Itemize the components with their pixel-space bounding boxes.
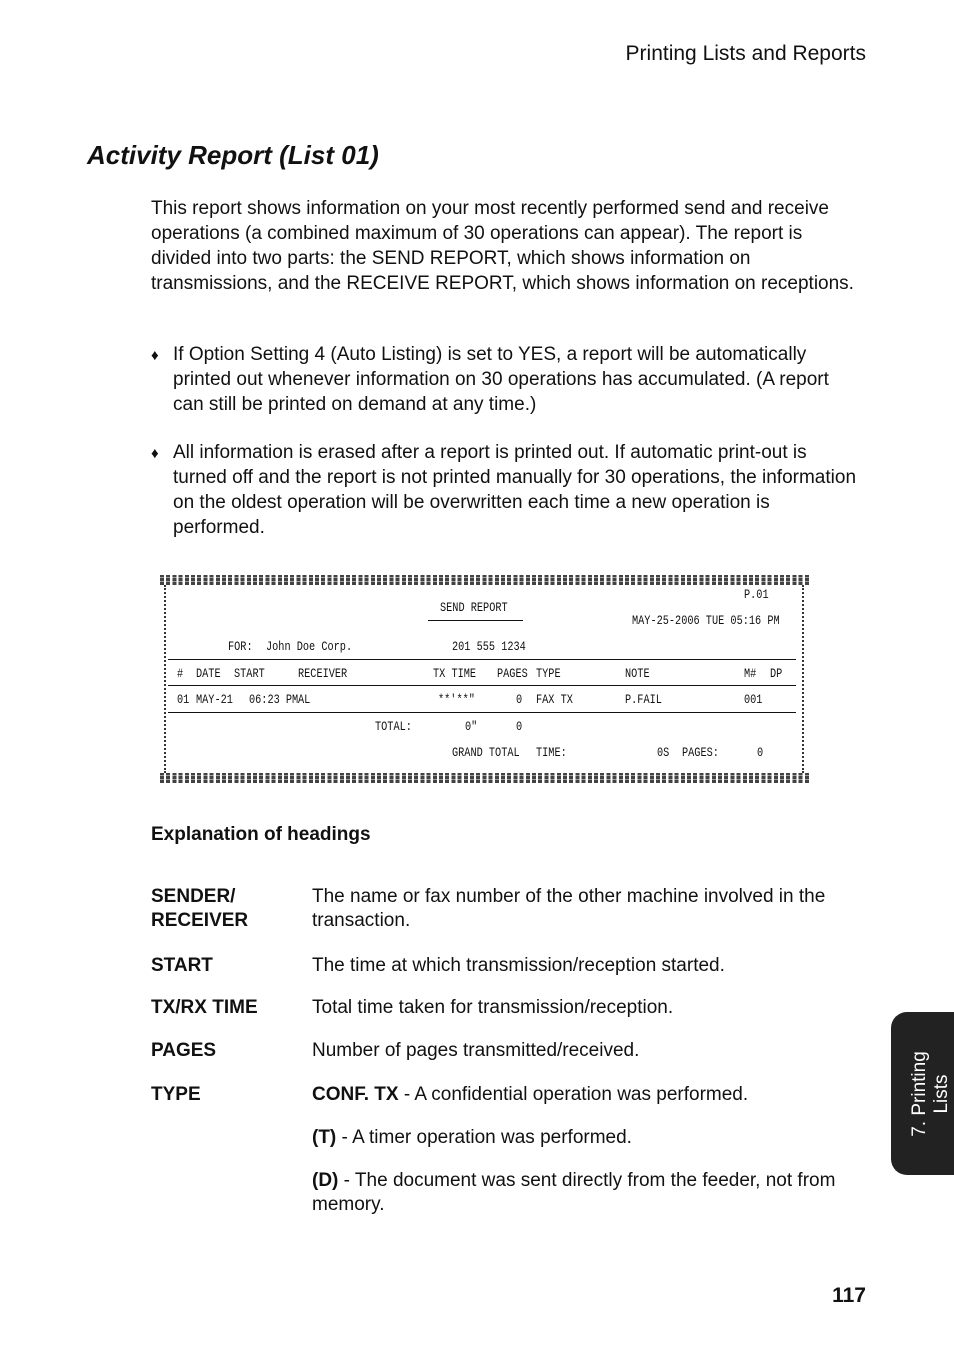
report-border-top (160, 575, 810, 585)
grand-time: 0S (657, 746, 670, 760)
col-num: # (177, 667, 184, 681)
bullet-item (151, 342, 863, 417)
col-type: TYPE (536, 667, 561, 681)
bullet-item (151, 440, 863, 540)
report-fax-number: 201 555 1234 (452, 640, 526, 654)
grand-total-label: GRAND TOTAL (452, 746, 520, 760)
report-rule (168, 685, 796, 686)
row-type: FAX TX (536, 693, 573, 707)
def-type-timer-text: - A timer operation was performed. (336, 1127, 632, 1148)
row-tx-time: **'**" (438, 693, 475, 707)
bullet-text: If Option Setting 4 (Auto Listing) is set to YES, a report will be automatically printed out whenever information on 30 operations has accumulated. (A report can still be printed on demand at any time.) (173, 344, 829, 415)
def-type-direct-bold: (D) (312, 1170, 339, 1191)
def-tx-rx-time: Total time taken for transmission/reception. (312, 997, 674, 1018)
col-date: DATE (196, 667, 221, 681)
def-pages: Number of pages transmitted/received. (312, 1040, 640, 1061)
explanation-heading: Explanation of headings (151, 824, 371, 845)
col-note: NOTE (625, 667, 650, 681)
intro-paragraph: This report shows information on your most recently performed send and receive operations (a combined maximum of 30 operations can appear). The report is divided into two parts: the SEND REPORT, which shows information on transmissions, and the RECEIVE REPORT, which shows information on receptions. (151, 198, 854, 294)
report-for-label: FOR: (228, 640, 253, 654)
def-sender-receiver: The name or fax number of the other machine involved in the transaction. (312, 886, 826, 931)
def-type-direct-text: - The document was sent directly from the feeder, not from memory. (312, 1170, 836, 1215)
send-report-sample (160, 570, 810, 790)
row-receiver: AL (298, 693, 311, 707)
term-tx-rx-time: TX/RX TIME (151, 997, 258, 1018)
grand-time-label: TIME: (536, 746, 567, 760)
report-border-bottom (160, 773, 810, 783)
report-border-left (164, 585, 172, 773)
col-dp: DP (770, 667, 783, 681)
def-type-timer-bold: (T) (312, 1127, 337, 1148)
report-border-right (796, 585, 804, 773)
total-time: 0" (465, 720, 478, 734)
def-type-direct (312, 1169, 864, 1217)
report-page: P.01 (744, 588, 769, 602)
report-for-name: John Doe Corp. (266, 640, 353, 654)
grand-pages-label: PAGES: (682, 746, 719, 760)
report-rule (168, 712, 796, 713)
col-m: M# (744, 667, 757, 681)
term-sender-receiver: SENDER/ RECEIVER (151, 886, 249, 931)
def-type-conf-text: - A confidential operation was performed. (398, 1084, 749, 1105)
report-title: SEND REPORT (440, 601, 508, 615)
total-pages: 0 (516, 720, 523, 734)
def-type-conf-bold: CONF. TX (312, 1084, 399, 1105)
term-start: START (151, 955, 213, 976)
report-datetime: MAY-25-2006 TUE 05:16 PM (632, 614, 780, 628)
col-start: START (234, 667, 265, 681)
bullet-text: All information is erased after a report is printed out. If automatic print-out is turned off and the report is not printed manually for 30 operations, the information on the oldest operation will be overwritten each time a new operation is performed. (173, 442, 857, 538)
row-m: 001 (744, 693, 763, 707)
row-note: P.FAIL (625, 693, 662, 707)
row-date: MAY-21 (196, 693, 233, 707)
col-tx-time: TX TIME (433, 667, 477, 681)
row-num: 01 (177, 693, 190, 707)
report-rule (168, 659, 796, 660)
col-pages: PAGES (497, 667, 528, 681)
chapter-tab (891, 1012, 954, 1175)
def-type-conf (312, 1083, 864, 1107)
term-pages: PAGES (151, 1040, 217, 1061)
chapter-tab-line1: 7. Printing (909, 1051, 930, 1137)
total-label: TOTAL: (375, 720, 412, 734)
term-type: TYPE (151, 1084, 201, 1105)
diamond-bullet-icon: ♦ (151, 347, 159, 364)
col-receiver: RECEIVER (298, 667, 348, 681)
row-pages: 0 (516, 693, 523, 707)
grand-pages: 0 (757, 746, 764, 760)
def-type-timer (312, 1126, 864, 1150)
chapter-tab-line2: Lists (931, 1074, 952, 1114)
report-title-underline (428, 620, 523, 621)
row-start: 06:23 PM (249, 693, 299, 707)
running-header: Printing Lists and Reports (625, 42, 866, 65)
page-number: 117 (832, 1284, 866, 1307)
def-start: The time at which transmission/reception started. (312, 955, 725, 976)
page-title: Activity Report (List 01) (87, 140, 379, 170)
chapter-tab-label (909, 1051, 953, 1137)
diamond-bullet-icon: ♦ (151, 445, 159, 462)
